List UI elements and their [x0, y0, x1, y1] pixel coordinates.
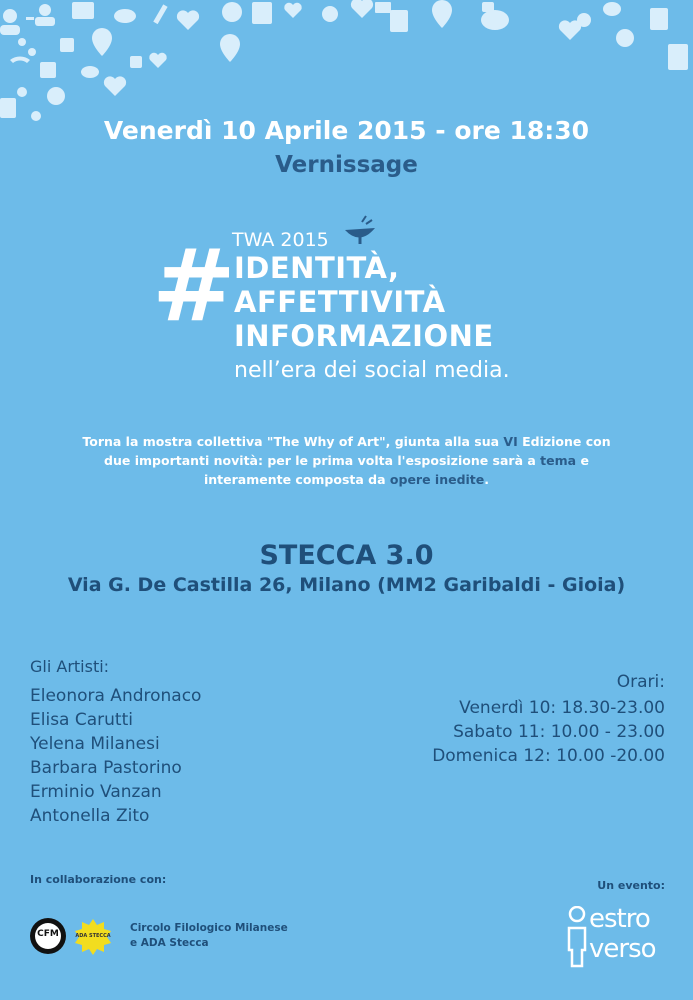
location-pin-icon	[432, 0, 452, 28]
person-icon	[17, 87, 27, 97]
title-line-1: IDENTITÀ,	[234, 251, 400, 285]
contact-book-icon	[0, 98, 16, 118]
artist-name: Barbara Pastorino	[30, 758, 182, 778]
hours-row: Venerdì 10: 18.30-23.00	[459, 698, 665, 718]
badge-text: ADA STECCA	[75, 933, 111, 939]
event-type: Vernissage	[275, 152, 418, 178]
contact-book-icon	[650, 8, 668, 30]
intro-paragraph	[80, 432, 613, 489]
heart-icon	[284, 3, 301, 18]
add-user-icon	[26, 4, 55, 26]
heart-icon	[177, 10, 199, 30]
thumbs-up-icon	[482, 2, 494, 12]
intro-highlight: tema	[540, 453, 577, 468]
contact-book-icon	[390, 10, 408, 32]
comment-icon	[603, 2, 621, 16]
artist-name: Erminio Vanzan	[30, 782, 162, 802]
play-icon	[222, 2, 242, 22]
figure-icon	[566, 906, 588, 968]
logo-word-2: verso	[589, 934, 656, 964]
thumbs-up-icon	[130, 56, 142, 68]
title-subtitle: nell’era dei social media.	[234, 358, 510, 383]
image-icon	[72, 2, 94, 19]
edition-label: TWA 2015	[232, 229, 329, 251]
play-icon	[47, 87, 65, 105]
hours-heading: Orari:	[616, 672, 665, 692]
clock-icon	[577, 13, 591, 27]
venue-name: STECCA 3.0	[259, 540, 434, 571]
venue-address: Via G. De Castilla 26, Milano (MM2 Garibaldi - Gioia)	[67, 574, 626, 596]
artist-name: Elisa Carutti	[30, 710, 133, 730]
person-icon	[0, 9, 20, 35]
hours-row: Domenica 12: 10.00 -20.00	[432, 746, 665, 766]
event-date: Venerdì 10 Aprile 2015 - ore 18:30	[103, 116, 590, 145]
intro-text: Edizione con due importanti novità: per le prima volta l'esposizione sarà a	[104, 434, 611, 468]
estroverso-logo	[566, 906, 666, 968]
intro-highlight: opere inedite	[389, 472, 485, 487]
partner-line: e ADA Stecca	[130, 937, 209, 949]
heart-icon	[104, 76, 126, 96]
partners-text	[130, 921, 288, 951]
wifi-icon	[10, 56, 30, 63]
contact-book-icon	[252, 2, 272, 24]
artist-name: Eleonora Andronaco	[30, 686, 202, 706]
pencil-icon	[153, 4, 167, 24]
cfm-logo	[30, 918, 66, 954]
intro-text: .	[484, 472, 490, 487]
heart-icon	[559, 20, 581, 40]
artist-name: Antonella Zito	[30, 806, 150, 826]
intro-text: e interamente composta da	[203, 453, 589, 487]
artist-name: Yelena Milanesi	[30, 734, 160, 754]
satellite-dish-icon	[340, 210, 380, 246]
heart-icon	[351, 0, 373, 18]
partner-line: Circolo Filologico Milanese	[130, 922, 288, 934]
title-line-2: AFFETTIVITÀ	[234, 285, 446, 319]
share-icon	[18, 38, 36, 56]
location-pin-icon	[92, 28, 112, 56]
hours-row: Sabato 11: 10.00 - 23.00	[453, 722, 665, 742]
event-by-label: Un evento:	[597, 879, 665, 892]
logo-word-1: estro	[589, 904, 650, 934]
intro-highlight: VI	[503, 434, 518, 449]
location-pin-icon	[220, 34, 240, 62]
hashtag-symbol: #	[152, 227, 236, 344]
globe-icon	[322, 6, 338, 22]
twitter-icon	[114, 9, 136, 23]
intro-text: Torna la mostra collettiva "The Why of Art", giunta alla sua	[82, 434, 504, 449]
contact-book-icon	[668, 44, 688, 70]
heart-icon	[149, 53, 166, 68]
hashtag-icon	[60, 38, 74, 52]
back-arrow-icon	[616, 29, 634, 47]
collaboration-label: In collaborazione con:	[30, 873, 167, 886]
info-icon	[40, 62, 56, 78]
title-line-3: INFORMAZIONE	[234, 319, 494, 353]
chat-bubble-icon	[481, 10, 509, 30]
cfm-logo-mark: CFM	[37, 929, 59, 939]
twitter-icon	[81, 66, 99, 78]
artists-heading: Gli Artisti:	[30, 657, 110, 676]
mail-icon	[375, 2, 391, 13]
